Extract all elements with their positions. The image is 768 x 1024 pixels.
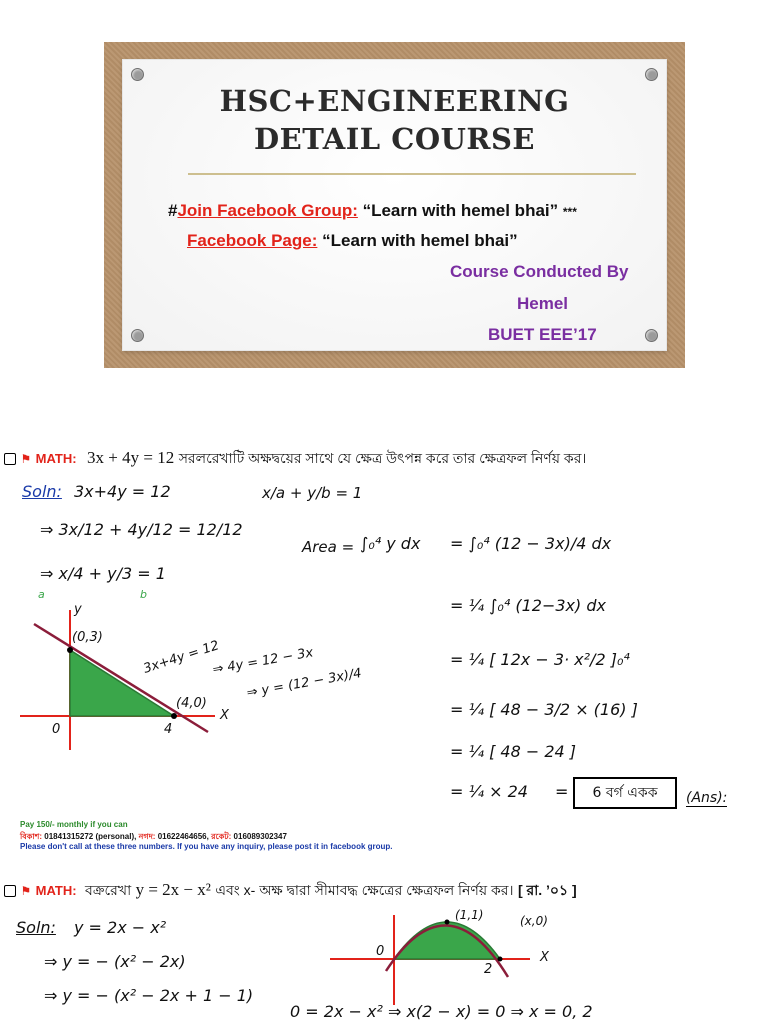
graph2 [320,905,540,1005]
line-equation-label: 3x+4y = 12 [141,638,221,677]
banner-title-line1: HSC+ENGINEERING [219,84,570,118]
math-label: MATH: [35,451,77,466]
flag-icon: ⚑ [20,452,32,466]
intercept-a-mark: a [38,588,45,601]
checkbox-icon[interactable] [4,453,16,465]
area-step1: ∫₀⁴ y dx [360,534,421,553]
conducted-by: Course Conducted By [450,262,629,281]
area-step7: = ¼ × 24 [450,782,528,801]
join-group-value: “Learn with hemel bhai” [357,201,559,220]
join-group-label[interactable]: Join Facebook Group: [177,201,358,220]
instructor-name: Hemel [517,294,569,313]
point-marker [171,713,177,719]
problem2-statement [4,879,577,903]
p2-step1: y = 2x − x² [74,918,167,937]
intercept-form: x/a + y/b = 1 [262,484,363,502]
facebook-page-label[interactable]: Facebook Page: [187,231,318,250]
pin-icon [645,68,658,81]
p1-step3: ⇒ x/4 + y/3 = 1 [40,564,166,583]
y-axis-label: y [74,602,82,617]
area-step5: = ¼ [ 48 − 3/2 × (16) ] [450,700,638,719]
pin-icon [131,329,144,342]
area-label: Area = [302,538,355,556]
problem1-equation: 3x + 4y = 12 [87,448,175,467]
rocket-number: 016089302347 [231,832,287,841]
checkbox-icon[interactable] [4,885,16,897]
tick-2-label: 2 [484,962,493,977]
point-marker [67,647,73,653]
banner-card [122,59,667,351]
inquiry-note: Please don't call at these three numbers. If you have any inquiry, please post it in facebook group. [20,842,393,851]
x-axis-label: X [220,708,229,723]
origin-label: 0 [376,944,385,959]
join-group-line [168,201,577,221]
banner-title-line2: DETAIL COURSE [253,122,536,156]
instructor-affiliation: BUET EEE’17 [488,325,597,344]
flag-icon: ⚑ [20,884,32,898]
solution-label: Soln: [22,482,62,501]
problem2-equation: y = 2x − x² [135,880,211,899]
p2-step2: ⇒ y = − (x² − 2x) [44,952,186,971]
area-step6: = ¼ [ 48 − 24 ] [450,742,577,761]
bkash-number: 01841315272 (personal), [42,832,139,841]
pin-icon [131,68,144,81]
problem2-text-b: এবং x- অক্ষ দ্বারা সীমাবদ্ধ ক্ষেত্রের ক্ষেত্রফল নির্ণয় কর। [215,882,514,898]
nagad-number: 01622464656, [155,832,212,841]
course-banner [104,42,685,368]
p1-step1: 3x+4y = 12 [74,482,171,501]
point-marker [498,957,503,962]
hash-mark: # [168,201,178,220]
tick-4-label: 4 [164,722,173,737]
stars-mark: *** [562,205,577,219]
rearrange-step1: ⇒ 4y = 12 − 3x [211,645,315,678]
p1-step2: ⇒ 3x/12 + 4y/12 = 12/12 [40,520,243,539]
bkash-label: বিকাশ: [20,832,43,841]
answer-box: 6 বর্গ একক [573,777,677,809]
payment-note: Pay 150/- monthly if you can [20,820,128,829]
problem2-reference: [ রা. ’০১ ] [517,882,577,898]
title-divider [188,173,636,175]
intercept-b-mark: b [140,588,147,601]
area-step2: = ∫₀⁴ (12 − 3x)/4 dx [450,534,612,553]
problem2-text-a: বক্ররেখা [85,882,132,898]
rearrange-step2: ⇒ y = (12 − 3x)/4 [245,666,363,701]
point-label: (x,0) [520,914,548,928]
area-step8: = [555,782,569,801]
point-y-intercept: (0,3) [72,630,103,645]
x-axis-label: X [540,950,549,965]
math-label: MATH: [35,883,77,898]
point-x-intercept: (4,0) [176,696,207,711]
pin-icon [645,329,658,342]
area-step4: = ¼ [ 12x − 3· x²/2 ]₀⁴ [450,650,630,669]
origin-label: 0 [52,722,61,737]
facebook-page-value: “Learn with hemel bhai” [322,231,518,250]
solution-label: Soln: [16,918,56,937]
point-marker [445,920,450,925]
problem1-text: সরলরেখাটি অক্ষদ্বয়ের সাথে যে ক্ষেত্র উৎপন্ন করে তার ক্ষেত্রফল নির্ণয় কর। [178,450,587,466]
vertex-label: (1,1) [455,908,484,922]
problem1-statement [4,447,586,471]
facebook-page-line [187,231,518,251]
rocket-label: রকেট: [211,832,232,841]
p2-step3: ⇒ y = − (x² − 2x + 1 − 1) [44,986,254,1005]
ans-label: (Ans): [686,790,728,806]
p2-step4: 0 = 2x − x² ⇒ x(2 − x) = 0 ⇒ x = 0, 2 [290,1002,593,1021]
area-step3: = ¼ ∫₀⁴ (12−3x) dx [450,596,606,615]
nagad-label: নগদ: [138,832,156,841]
